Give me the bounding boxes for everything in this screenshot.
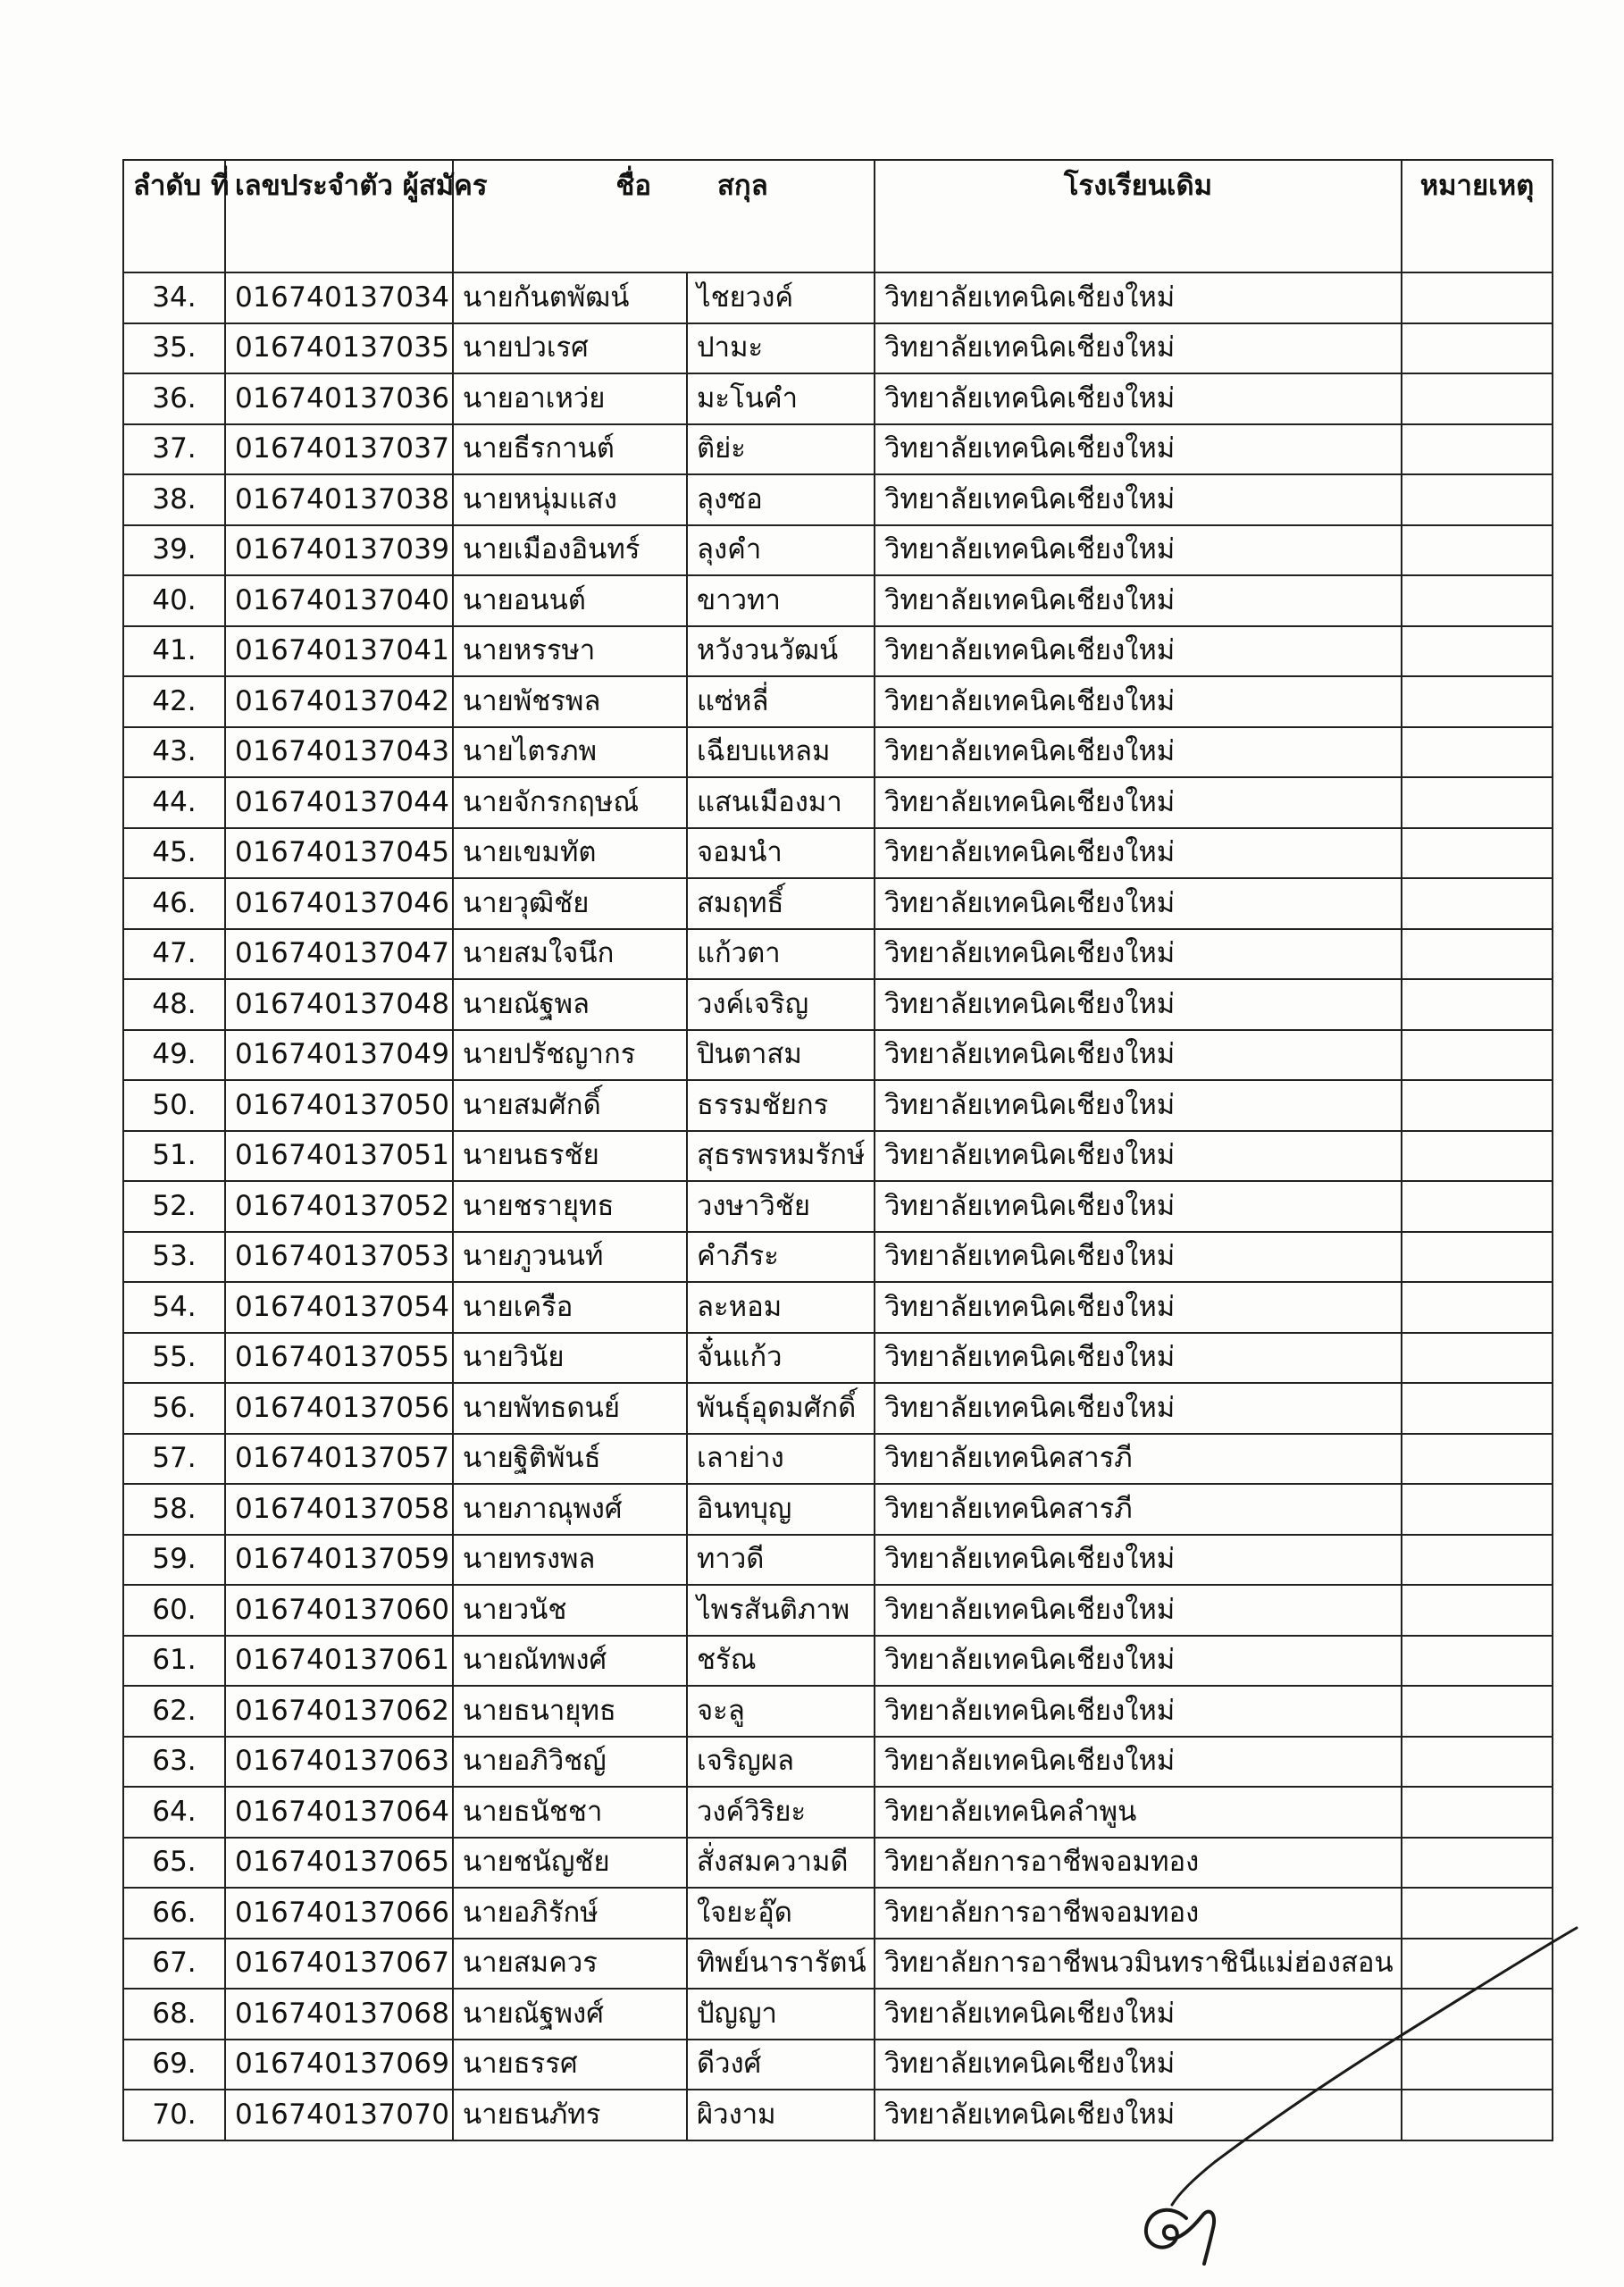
table-header bbox=[123, 160, 1553, 272]
cell-remarks bbox=[1402, 626, 1553, 677]
table-row bbox=[123, 1737, 1553, 1788]
cell-previous-school: วิทยาลัยเทคนิคเชียงใหม่ bbox=[875, 323, 1402, 374]
cell-previous-school: วิทยาลัยเทคนิคเชียงใหม่ bbox=[875, 929, 1402, 980]
table-row bbox=[123, 1181, 1553, 1232]
header-row bbox=[123, 160, 1553, 272]
cell-remarks bbox=[1402, 1686, 1553, 1737]
cell-last-name: เจริญผล bbox=[687, 1737, 875, 1788]
cell-applicant-id: 016740137055 bbox=[225, 1333, 453, 1384]
cell-sequence: 54. bbox=[123, 1282, 225, 1333]
cell-remarks bbox=[1402, 1333, 1553, 1384]
cell-last-name: เฉียบแหลม bbox=[687, 727, 875, 778]
cell-previous-school: วิทยาลัยเทคนิคเชียงใหม่ bbox=[875, 1585, 1402, 1636]
cell-previous-school: วิทยาลัยเทคนิคลำพูน bbox=[875, 1787, 1402, 1838]
table-row bbox=[123, 474, 1553, 525]
table-row bbox=[123, 1686, 1553, 1737]
cell-applicant-id: 016740137035 bbox=[225, 323, 453, 374]
cell-first-name: นายธรรศ bbox=[453, 2040, 687, 2090]
cell-previous-school: วิทยาลัยการอาชีพจอมทอง bbox=[875, 1888, 1402, 1939]
cell-first-name: นายภูวนนท์ bbox=[453, 1232, 687, 1283]
cell-applicant-id: 016740137047 bbox=[225, 929, 453, 980]
header-remarks bbox=[1402, 160, 1553, 272]
cell-remarks bbox=[1402, 1232, 1553, 1283]
cell-previous-school: วิทยาลัยเทคนิคเชียงใหม่ bbox=[875, 1989, 1402, 2040]
cell-sequence: 53. bbox=[123, 1232, 225, 1283]
cell-applicant-id: 016740137049 bbox=[225, 1030, 453, 1081]
cell-first-name: นายกันตพัฒน์ bbox=[453, 272, 687, 323]
cell-sequence: 51. bbox=[123, 1131, 225, 1182]
cell-remarks bbox=[1402, 575, 1553, 626]
cell-first-name: นายทรงพล bbox=[453, 1535, 687, 1586]
cell-sequence: 65. bbox=[123, 1838, 225, 1889]
cell-applicant-id: 016740137046 bbox=[225, 878, 453, 929]
cell-last-name: ทาวดี bbox=[687, 1535, 875, 1586]
cell-first-name: นายหนุ่มแสง bbox=[453, 474, 687, 525]
cell-first-name: นายณัทพงศ์ bbox=[453, 1636, 687, 1687]
cell-previous-school: วิทยาลัยเทคนิคเชียงใหม่ bbox=[875, 1383, 1402, 1434]
cell-applicant-id: 016740137038 bbox=[225, 474, 453, 525]
cell-applicant-id: 016740137051 bbox=[225, 1131, 453, 1182]
cell-previous-school: วิทยาลัยเทคนิคเชียงใหม่ bbox=[875, 1080, 1402, 1131]
header-last-name bbox=[687, 160, 875, 272]
table-row bbox=[123, 525, 1553, 576]
cell-applicant-id: 016740137050 bbox=[225, 1080, 453, 1131]
cell-sequence: 43. bbox=[123, 727, 225, 778]
cell-applicant-id: 016740137054 bbox=[225, 1282, 453, 1333]
table-row bbox=[123, 1232, 1553, 1283]
cell-first-name: นายอภิรักษ์ bbox=[453, 1888, 687, 1939]
cell-last-name: มะโนคำ bbox=[687, 373, 875, 424]
cell-remarks bbox=[1402, 1787, 1553, 1838]
cell-remarks bbox=[1402, 1080, 1553, 1131]
cell-applicant-id: 016740137036 bbox=[225, 373, 453, 424]
cell-previous-school: วิทยาลัยเทคนิคเชียงใหม่ bbox=[875, 2090, 1402, 2140]
cell-applicant-id: 016740137069 bbox=[225, 2040, 453, 2090]
cell-previous-school: วิทยาลัยเทคนิคเชียงใหม่ bbox=[875, 575, 1402, 626]
cell-previous-school: วิทยาลัยเทคนิคเชียงใหม่ bbox=[875, 1686, 1402, 1737]
cell-previous-school: วิทยาลัยเทคนิคเชียงใหม่ bbox=[875, 525, 1402, 576]
table-row bbox=[123, 1131, 1553, 1182]
cell-first-name: นายวนัช bbox=[453, 1585, 687, 1636]
cell-remarks bbox=[1402, 929, 1553, 980]
cell-last-name: ธรรมชัยกร bbox=[687, 1080, 875, 1131]
cell-first-name: นายจักรกฤษณ์ bbox=[453, 777, 687, 828]
cell-last-name: ชรัณ bbox=[687, 1636, 875, 1687]
cell-first-name: นายวุฒิชัย bbox=[453, 878, 687, 929]
cell-sequence: 66. bbox=[123, 1888, 225, 1939]
cell-sequence: 68. bbox=[123, 1989, 225, 2040]
table-row bbox=[123, 626, 1553, 677]
signature-icon bbox=[1117, 1921, 1581, 2269]
cell-applicant-id: 016740137052 bbox=[225, 1181, 453, 1232]
cell-applicant-id: 016740137042 bbox=[225, 676, 453, 727]
header-first-name-label: ชื่อ bbox=[615, 170, 651, 202]
cell-remarks bbox=[1402, 1838, 1553, 1889]
cell-sequence: 38. bbox=[123, 474, 225, 525]
cell-previous-school: วิทยาลัยเทคนิคเชียงใหม่ bbox=[875, 727, 1402, 778]
cell-last-name: ปินตาสม bbox=[687, 1030, 875, 1081]
cell-sequence: 34. bbox=[123, 272, 225, 323]
cell-last-name: คำภีระ bbox=[687, 1232, 875, 1283]
cell-sequence: 67. bbox=[123, 1939, 225, 1990]
cell-last-name: ใจยะอุ๊ด bbox=[687, 1888, 875, 1939]
table-row bbox=[123, 1484, 1553, 1535]
cell-last-name: พันธุ์อุดมศักดิ์ bbox=[687, 1383, 875, 1434]
cell-remarks bbox=[1402, 878, 1553, 929]
table-row bbox=[123, 1787, 1553, 1838]
cell-first-name: นายพัชรพล bbox=[453, 676, 687, 727]
cell-first-name: นายเมืองอินทร์ bbox=[453, 525, 687, 576]
cell-applicant-id: 016740137043 bbox=[225, 727, 453, 778]
cell-applicant-id: 016740137059 bbox=[225, 1535, 453, 1586]
table-row bbox=[123, 1838, 1553, 1889]
cell-last-name: อินทบุญ bbox=[687, 1484, 875, 1535]
header-previous-school bbox=[875, 160, 1402, 272]
cell-last-name: จะลู bbox=[687, 1686, 875, 1737]
cell-first-name: นายปวเรศ bbox=[453, 323, 687, 374]
cell-first-name: นายธนัชชา bbox=[453, 1787, 687, 1838]
cell-first-name: นายไตรภพ bbox=[453, 727, 687, 778]
cell-previous-school: วิทยาลัยเทคนิคเชียงใหม่ bbox=[875, 676, 1402, 727]
cell-remarks bbox=[1402, 1585, 1553, 1636]
table-row bbox=[123, 676, 1553, 727]
cell-first-name: นายณัฐพล bbox=[453, 979, 687, 1030]
cell-applicant-id: 016740137041 bbox=[225, 626, 453, 677]
header-sequence bbox=[123, 160, 230, 272]
cell-applicant-id: 016740137040 bbox=[225, 575, 453, 626]
cell-remarks bbox=[1402, 1636, 1553, 1687]
cell-remarks bbox=[1402, 272, 1553, 323]
table-row bbox=[123, 727, 1553, 778]
cell-previous-school: วิทยาลัยเทคนิคเชียงใหม่ bbox=[875, 828, 1402, 879]
cell-first-name: นายสมศักดิ์ bbox=[453, 1080, 687, 1131]
cell-previous-school: วิทยาลัยการอาชีพจอมทอง bbox=[875, 1838, 1402, 1889]
cell-applicant-id: 016740137039 bbox=[225, 525, 453, 576]
cell-first-name: นายนธรชัย bbox=[453, 1131, 687, 1182]
table-row bbox=[123, 1434, 1553, 1485]
cell-applicant-id: 016740137068 bbox=[225, 1989, 453, 2040]
cell-previous-school: วิทยาลัยเทคนิคเชียงใหม่ bbox=[875, 1030, 1402, 1081]
cell-previous-school: วิทยาลัยเทคนิคเชียงใหม่ bbox=[875, 777, 1402, 828]
table-row bbox=[123, 1535, 1553, 1586]
cell-last-name: หวังวนวัฒน์ bbox=[687, 626, 875, 677]
table-body bbox=[123, 272, 1553, 2140]
cell-last-name: วงษาวิชัย bbox=[687, 1181, 875, 1232]
cell-last-name: ติย่ะ bbox=[687, 424, 875, 475]
cell-previous-school: วิทยาลัยเทคนิคเชียงใหม่ bbox=[875, 1535, 1402, 1586]
cell-sequence: 59. bbox=[123, 1535, 225, 1586]
table-row bbox=[123, 272, 1553, 323]
table-row bbox=[123, 1333, 1553, 1384]
cell-remarks bbox=[1402, 474, 1553, 525]
cell-last-name: ไชยวงค์ bbox=[687, 272, 875, 323]
cell-last-name: วงค์วิริยะ bbox=[687, 1787, 875, 1838]
cell-remarks bbox=[1402, 1737, 1553, 1788]
cell-previous-school: วิทยาลัยเทคนิคเชียงใหม่ bbox=[875, 373, 1402, 424]
cell-previous-school: วิทยาลัยเทคนิคเชียงใหม่ bbox=[875, 272, 1402, 323]
cell-first-name: นายหรรษา bbox=[453, 626, 687, 677]
cell-sequence: 39. bbox=[123, 525, 225, 576]
header-sequence-label: ลำดับ ที่ bbox=[133, 170, 230, 202]
cell-last-name: จั๋นแก้ว bbox=[687, 1333, 875, 1384]
cell-previous-school: วิทยาลัยเทคนิคเชียงใหม่ bbox=[875, 1282, 1402, 1333]
cell-sequence: 61. bbox=[123, 1636, 225, 1687]
cell-applicant-id: 016740137045 bbox=[225, 828, 453, 879]
table-row bbox=[123, 1636, 1553, 1687]
header-remarks-label: หมายเหตุ bbox=[1419, 170, 1535, 202]
cell-remarks bbox=[1402, 323, 1553, 374]
cell-applicant-id: 016740137058 bbox=[225, 1484, 453, 1535]
cell-sequence: 64. bbox=[123, 1787, 225, 1838]
cell-remarks bbox=[1402, 1535, 1553, 1586]
cell-applicant-id: 016740137070 bbox=[225, 2090, 453, 2140]
cell-previous-school: วิทยาลัยเทคนิคเชียงใหม่ bbox=[875, 474, 1402, 525]
table-row bbox=[123, 979, 1553, 1030]
cell-first-name: นายเครือ bbox=[453, 1282, 687, 1333]
cell-last-name: ลุงซอ bbox=[687, 474, 875, 525]
cell-previous-school: วิทยาลัยเทคนิคเชียงใหม่ bbox=[875, 979, 1402, 1030]
cell-remarks bbox=[1402, 777, 1553, 828]
cell-last-name: แก้วตา bbox=[687, 929, 875, 980]
cell-remarks bbox=[1402, 373, 1553, 424]
cell-remarks bbox=[1402, 424, 1553, 475]
cell-first-name: นายพัทธดนย์ bbox=[453, 1383, 687, 1434]
header-applicant-id bbox=[225, 160, 488, 272]
cell-applicant-id: 016740137065 bbox=[225, 1838, 453, 1889]
cell-applicant-id: 016740137064 bbox=[225, 1787, 453, 1838]
cell-first-name: นายฐิติพันธ์ bbox=[453, 1434, 687, 1485]
cell-last-name: ขาวทา bbox=[687, 575, 875, 626]
cell-last-name: สุธรพรหมรักษ์ bbox=[687, 1131, 875, 1182]
cell-remarks bbox=[1402, 727, 1553, 778]
cell-first-name: นายสมใจนึก bbox=[453, 929, 687, 980]
cell-remarks bbox=[1402, 1282, 1553, 1333]
cell-first-name: นายธีรกานต์ bbox=[453, 424, 687, 475]
table-row bbox=[123, 424, 1553, 475]
cell-previous-school: วิทยาลัยการอาชีพนวมินทราชินีแม่ฮ่องสอน bbox=[875, 1939, 1402, 1990]
cell-last-name: ปามะ bbox=[687, 323, 875, 374]
cell-sequence: 45. bbox=[123, 828, 225, 879]
cell-last-name: จอมนำ bbox=[687, 828, 875, 879]
cell-previous-school: วิทยาลัยเทคนิคเชียงใหม่ bbox=[875, 1232, 1402, 1283]
cell-remarks bbox=[1402, 1383, 1553, 1434]
cell-remarks bbox=[1402, 1434, 1553, 1485]
cell-applicant-id: 016740137044 bbox=[225, 777, 453, 828]
cell-last-name: ไพรสันติภาพ bbox=[687, 1585, 875, 1636]
cell-sequence: 58. bbox=[123, 1484, 225, 1535]
cell-sequence: 35. bbox=[123, 323, 225, 374]
cell-first-name: นายธนายุทธ bbox=[453, 1686, 687, 1737]
cell-sequence: 46. bbox=[123, 878, 225, 929]
cell-applicant-id: 016740137057 bbox=[225, 1434, 453, 1485]
cell-sequence: 69. bbox=[123, 2040, 225, 2090]
cell-sequence: 55. bbox=[123, 1333, 225, 1384]
cell-last-name: สั่งสมความดี bbox=[687, 1838, 875, 1889]
table-row bbox=[123, 777, 1553, 828]
cell-last-name: แสนเมืองมา bbox=[687, 777, 875, 828]
table-row bbox=[123, 1282, 1553, 1333]
cell-sequence: 41. bbox=[123, 626, 225, 677]
cell-previous-school: วิทยาลัยเทคนิคสารภี bbox=[875, 1484, 1402, 1535]
table-row bbox=[123, 828, 1553, 879]
cell-remarks bbox=[1402, 676, 1553, 727]
cell-sequence: 62. bbox=[123, 1686, 225, 1737]
cell-applicant-id: 016740137060 bbox=[225, 1585, 453, 1636]
cell-applicant-id: 016740137056 bbox=[225, 1383, 453, 1434]
cell-remarks bbox=[1402, 979, 1553, 1030]
cell-previous-school: วิทยาลัยเทคนิคเชียงใหม่ bbox=[875, 1737, 1402, 1788]
cell-previous-school: วิทยาลัยเทคนิคสารภี bbox=[875, 1434, 1402, 1485]
cell-previous-school: วิทยาลัยเทคนิคเชียงใหม่ bbox=[875, 1333, 1402, 1384]
cell-sequence: 56. bbox=[123, 1383, 225, 1434]
cell-first-name: นายชรายุทธ bbox=[453, 1181, 687, 1232]
cell-sequence: 36. bbox=[123, 373, 225, 424]
cell-remarks bbox=[1402, 1131, 1553, 1182]
cell-last-name: ทิพย์นารารัตน์ bbox=[687, 1939, 875, 1990]
cell-sequence: 47. bbox=[123, 929, 225, 980]
cell-applicant-id: 016740137048 bbox=[225, 979, 453, 1030]
cell-applicant-id: 016740137067 bbox=[225, 1939, 453, 1990]
table-row bbox=[123, 323, 1553, 374]
header-applicant-id-label: เลขประจำตัว ผู้สมัคร bbox=[235, 170, 488, 202]
applicant-table bbox=[122, 159, 1553, 2141]
cell-first-name: นายอนนต์ bbox=[453, 575, 687, 626]
cell-applicant-id: 016740137062 bbox=[225, 1686, 453, 1737]
table-row bbox=[123, 1585, 1553, 1636]
cell-first-name: นายวินัย bbox=[453, 1333, 687, 1384]
cell-sequence: 50. bbox=[123, 1080, 225, 1131]
cell-last-name: ปัญญา bbox=[687, 1989, 875, 2040]
cell-last-name: ผิวงาม bbox=[687, 2090, 875, 2140]
cell-sequence: 42. bbox=[123, 676, 225, 727]
cell-applicant-id: 016740137063 bbox=[225, 1737, 453, 1788]
cell-first-name: นายภาณุพงศ์ bbox=[453, 1484, 687, 1535]
cell-first-name: นายสมควร bbox=[453, 1939, 687, 1990]
cell-first-name: นายเขมทัต bbox=[453, 828, 687, 879]
cell-last-name: ลุงคำ bbox=[687, 525, 875, 576]
cell-previous-school: วิทยาลัยเทคนิคเชียงใหม่ bbox=[875, 878, 1402, 929]
cell-previous-school: วิทยาลัยเทคนิคเชียงใหม่ bbox=[875, 1181, 1402, 1232]
cell-sequence: 40. bbox=[123, 575, 225, 626]
cell-previous-school: วิทยาลัยเทคนิคเชียงใหม่ bbox=[875, 1131, 1402, 1182]
cell-sequence: 49. bbox=[123, 1030, 225, 1081]
cell-first-name: นายอาเหว่ย bbox=[453, 373, 687, 424]
cell-last-name: เลาย่าง bbox=[687, 1434, 875, 1485]
cell-first-name: นายชนัญชัย bbox=[453, 1838, 687, 1889]
table-row bbox=[123, 1080, 1553, 1131]
cell-first-name: นายปรัชญากร bbox=[453, 1030, 687, 1081]
table-row bbox=[123, 575, 1553, 626]
header-previous-school-label: โรงเรียนเดิม bbox=[1063, 170, 1213, 202]
cell-last-name: วงค์เจริญ bbox=[687, 979, 875, 1030]
cell-previous-school: วิทยาลัยเทคนิคเชียงใหม่ bbox=[875, 424, 1402, 475]
table-row bbox=[123, 1030, 1553, 1081]
cell-remarks bbox=[1402, 828, 1553, 879]
cell-applicant-id: 016740137034 bbox=[225, 272, 453, 323]
cell-last-name: สมฤทธิ์ bbox=[687, 878, 875, 929]
cell-sequence: 48. bbox=[123, 979, 225, 1030]
cell-applicant-id: 016740137061 bbox=[225, 1636, 453, 1687]
cell-sequence: 44. bbox=[123, 777, 225, 828]
cell-last-name: แซ่หลี่ bbox=[687, 676, 875, 727]
cell-applicant-id: 016740137037 bbox=[225, 424, 453, 475]
cell-sequence: 63. bbox=[123, 1737, 225, 1788]
cell-last-name: ดีวงศ์ bbox=[687, 2040, 875, 2090]
cell-first-name: นายธนภัทร bbox=[453, 2090, 687, 2140]
cell-previous-school: วิทยาลัยเทคนิคเชียงใหม่ bbox=[875, 1636, 1402, 1687]
cell-remarks bbox=[1402, 1484, 1553, 1535]
table-row bbox=[123, 878, 1553, 929]
cell-remarks bbox=[1402, 1030, 1553, 1081]
table-row bbox=[123, 1383, 1553, 1434]
header-first-name bbox=[453, 160, 687, 272]
cell-sequence: 70. bbox=[123, 2090, 225, 2140]
cell-sequence: 52. bbox=[123, 1181, 225, 1232]
cell-sequence: 57. bbox=[123, 1434, 225, 1485]
cell-previous-school: วิทยาลัยเทคนิคเชียงใหม่ bbox=[875, 626, 1402, 677]
cell-first-name: นายณัฐพงศ์ bbox=[453, 1989, 687, 2040]
table-row bbox=[123, 373, 1553, 424]
cell-remarks bbox=[1402, 525, 1553, 576]
cell-sequence: 60. bbox=[123, 1585, 225, 1636]
table-row bbox=[123, 929, 1553, 980]
cell-applicant-id: 016740137053 bbox=[225, 1232, 453, 1283]
cell-previous-school: วิทยาลัยเทคนิคเชียงใหม่ bbox=[875, 2040, 1402, 2090]
cell-last-name: ละหอม bbox=[687, 1282, 875, 1333]
cell-first-name: นายอภิวิชญ์ bbox=[453, 1737, 687, 1788]
cell-remarks bbox=[1402, 1181, 1553, 1232]
header-last-name-label: สกุล bbox=[717, 170, 768, 202]
cell-sequence: 37. bbox=[123, 424, 225, 475]
cell-applicant-id: 016740137066 bbox=[225, 1888, 453, 1939]
